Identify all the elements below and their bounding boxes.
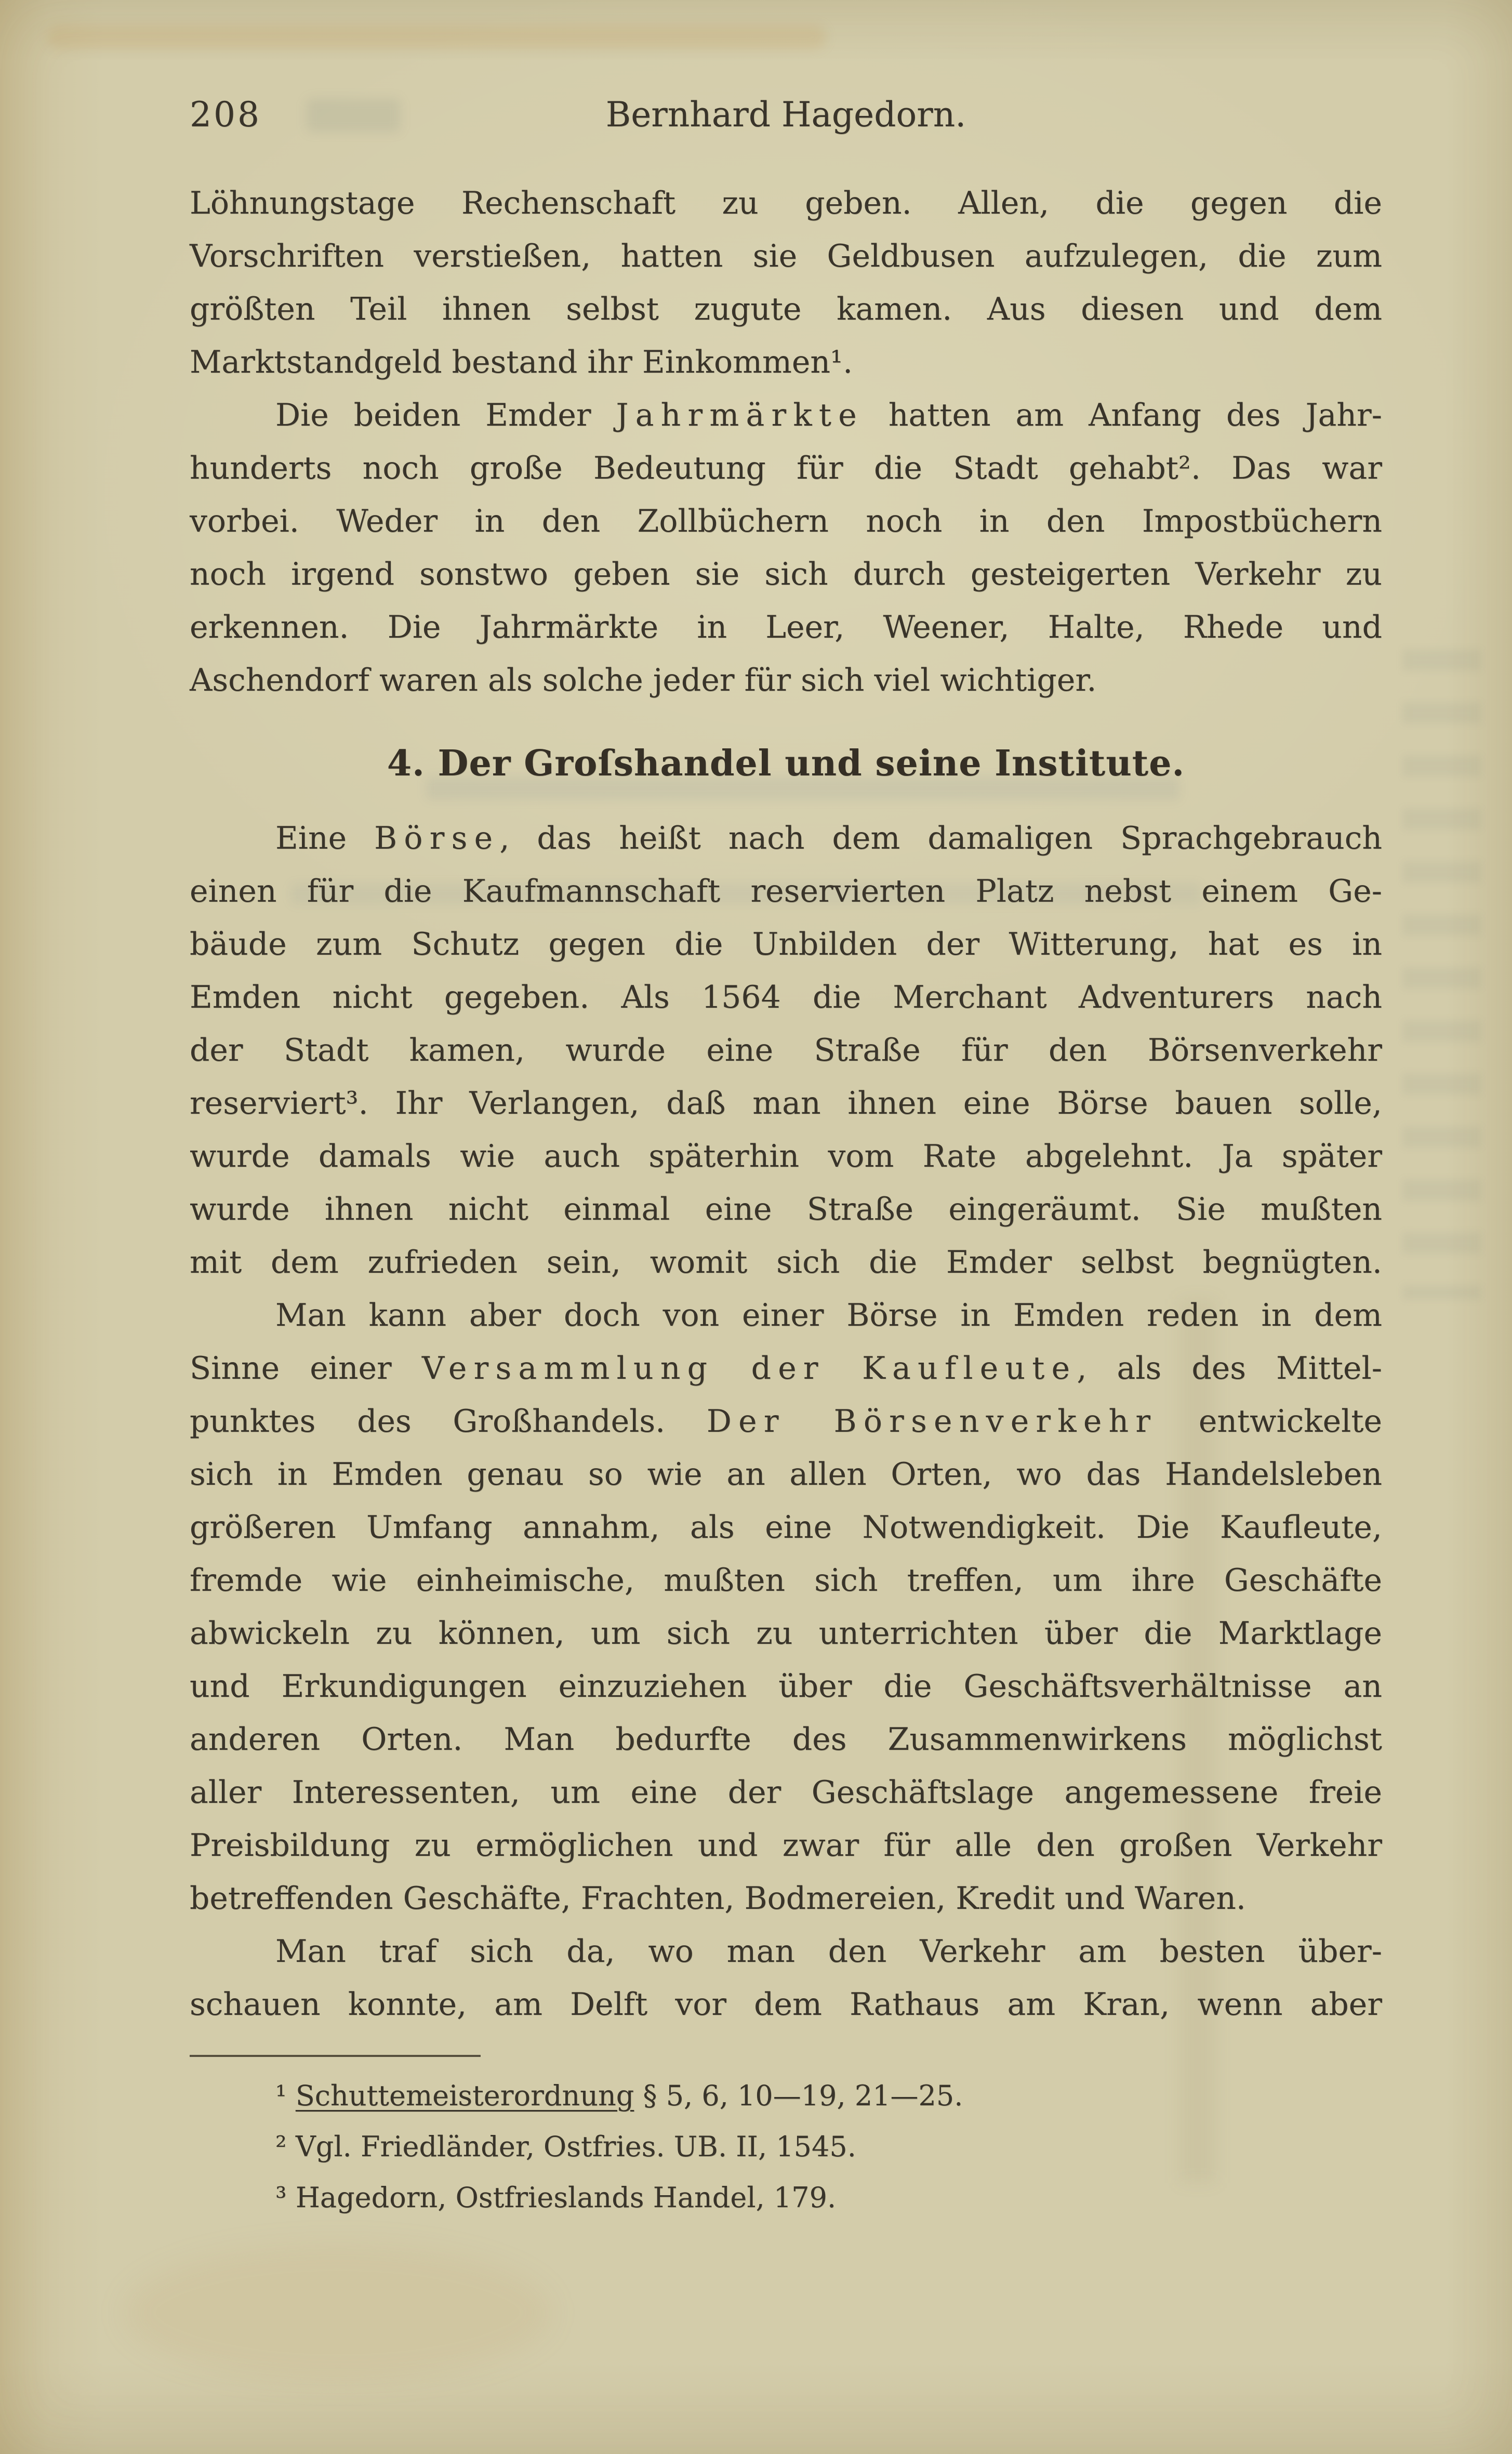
text-line <box>190 1395 1382 1448</box>
paragraph-1 <box>190 177 1382 389</box>
text-line: anderen Orten. Man bedurfte des Zusammenwirkens möglichst <box>190 1721 1382 1758</box>
footnote-1 <box>275 2070 1382 2121</box>
footnote-divider <box>190 2055 481 2057</box>
footnote-3: ³ Hagedorn, Ostfrieslands Handel, 179. <box>275 2181 837 2214</box>
text-line: größten Teil ihnen selbst zugute kamen. Aus diesen und dem <box>190 291 1382 327</box>
line-segment: punktes des Großhandels. <box>190 1403 707 1440</box>
text-line: Preisbildung zu ermöglichen und zwar für alle den großen Verkehr <box>190 1827 1382 1864</box>
text-line: größeren Umfang annahm, als eine Notwendigkeit. Die Kaufleute, <box>190 1509 1382 1546</box>
page-stain <box>47 25 826 49</box>
line-segment: , als des Mittel- <box>1077 1350 1382 1387</box>
text-line: mit dem zufrieden sein, womit sich die Emder selbst begnügten. <box>190 1244 1382 1281</box>
line-segment: Eine <box>275 820 375 856</box>
spaced-word: Börse <box>374 820 500 856</box>
section-heading: 4. Der Groſshandel und seine Institute. <box>387 743 1185 784</box>
text-line <box>190 812 1382 865</box>
paragraph-2 <box>190 389 1382 707</box>
text-line: reserviert³. Ihr Verlangen, daß man ihnen eine Börse bauen solle, <box>190 1085 1382 1122</box>
text-line: Man traf sich da, wo man den Verkehr am besten über- <box>275 1933 1382 1970</box>
page-header <box>190 93 1382 139</box>
text-line: Aschendorf waren als solche jeder für sich viel wichtiger. <box>190 662 1097 698</box>
footnote-term: Schuttemeisterordnung <box>295 2079 634 2112</box>
paragraph-4 <box>190 1289 1382 1925</box>
line-segment: Die beiden Emder <box>275 397 616 433</box>
text-line: der Stadt kamen, wurde eine Straße für den Börsenverkehr <box>190 1032 1382 1068</box>
line-segment: hatten am Anfang des Jahr- <box>863 397 1382 433</box>
text-block <box>190 177 1382 2223</box>
text-line: Emden nicht gegeben. Als 1564 die Merchant Adventurers nach <box>190 979 1382 1015</box>
page-number: 208 <box>190 95 261 135</box>
bleedthrough-smudge <box>1403 650 1481 1299</box>
line-segment: , das heißt nach dem damaligen Sprachgebrauch <box>499 820 1382 856</box>
spaced-word: Jahrmärkte <box>616 397 864 433</box>
text-line: bäude zum Schutz gegen die Unbilden der Witterung, hat es in <box>190 926 1382 962</box>
text-line: und Erkundigungen einzuziehen über die Geschäftsverhältnisse an <box>190 1668 1382 1705</box>
text-line: schauen konnte, am Delft vor dem Rathaus am Kran, wenn aber <box>190 1986 1382 2023</box>
text-line: fremde wie einheimische, mußten sich treffen, um ihre Geschäfte <box>190 1562 1382 1599</box>
text-line: Man kann aber doch von einer Börse in Emden reden in dem <box>275 1297 1382 1334</box>
text-line: wurde damals wie auch späterhin vom Rate abgelehnt. Ja später <box>190 1138 1382 1175</box>
paragraph-5 <box>190 1925 1382 2031</box>
text-line: Löhnungstage Rechenschaft zu geben. Allen, die gegen die <box>190 185 1382 221</box>
spaced-word: Der Börsenverkehr <box>706 1403 1158 1440</box>
footnote-marker: ¹ <box>275 2079 296 2112</box>
text-line: abwickeln zu können, um sich zu unterrichten über die Marktlage <box>190 1615 1382 1652</box>
line-segment: Sinne einer <box>190 1350 422 1387</box>
paragraph-3 <box>190 812 1382 1289</box>
text-line <box>190 389 1382 442</box>
text-line <box>190 1342 1382 1395</box>
line-segment: entwickelte <box>1157 1403 1382 1440</box>
text-line: Marktstandgeld bestand ihr Einkommen¹. <box>190 344 853 380</box>
line-segment: § 5, 6, 10—19, 21—25. <box>634 2079 963 2112</box>
page-stain <box>125 2245 551 2380</box>
footnotes <box>190 2070 1382 2223</box>
text-line: hunderts noch große Bedeutung für die Stadt gehabt². Das war <box>190 450 1382 486</box>
text-line: vorbei. Weder in den Zollbüchern noch in den Impostbüchern <box>190 503 1382 539</box>
footnote-2: ² Vgl. Friedländer, Ostfries. UB. II, 1545. <box>275 2130 856 2163</box>
text-line: einen für die Kaufmannschaft reservierten Platz nebst einem Ge- <box>190 873 1382 909</box>
text-line: wurde ihnen nicht einmal eine Straße eingeräumt. Sie mußten <box>190 1191 1382 1228</box>
text-line: erkennen. Die Jahrmärkte in Leer, Weener, Halte, Rhede und <box>190 609 1382 645</box>
spaced-word: Versammlung der Kaufleute <box>421 1350 1077 1387</box>
text-line: noch irgend sonstwo geben sie sich durch gesteigerten Verkehr zu <box>190 556 1382 592</box>
text-line: betreffenden Geschäfte, Frachten, Bodmereien, Kredit und Waren. <box>190 1880 1246 1917</box>
text-line: Vorschriften verstießen, hatten sie Geldbusen aufzulegen, die zum <box>190 238 1382 274</box>
text-line: aller Interessenten, um eine der Geschäftslage angemessene freie <box>190 1774 1382 1811</box>
running-title: Bernhard Hagedorn. <box>605 95 966 135</box>
text-line: sich in Emden genau so wie an allen Orten, wo das Handelsleben <box>190 1456 1382 1493</box>
